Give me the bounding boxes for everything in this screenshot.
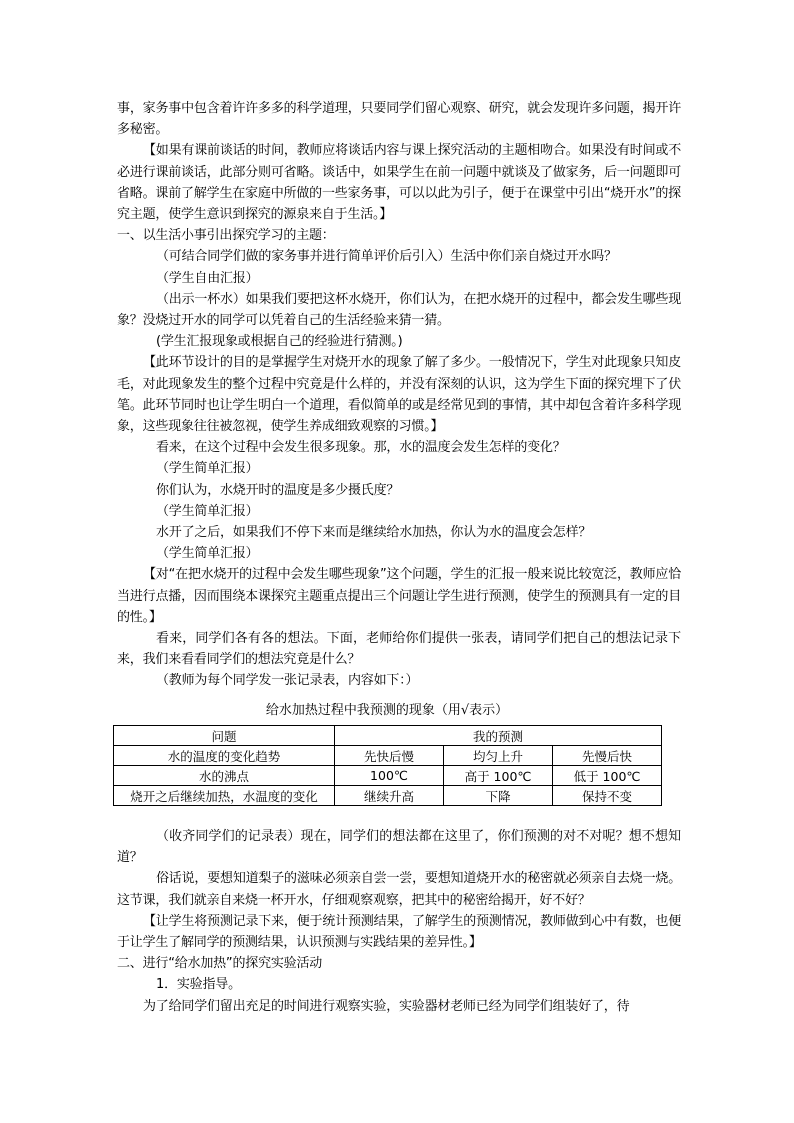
- paragraph: （学生简单汇报）: [156, 461, 259, 477]
- prediction-option: 保持不变: [553, 786, 662, 806]
- prediction-option: 先快后慢: [335, 746, 444, 766]
- paragraph: 你们认为，水烧开时的温度是多少摄氏度？: [156, 482, 400, 498]
- paragraph: 二、进行“给水加热”的探究实验活动: [117, 956, 323, 972]
- table-header-row: [114, 726, 662, 746]
- paragraph: (学生汇报现象或根据自己的经验进行猜测。): [156, 334, 403, 350]
- prediction-table-section: [113, 702, 661, 806]
- paragraph: 1．实验指导。: [156, 977, 241, 993]
- paragraph: （学生自由汇报）: [156, 270, 259, 286]
- header-prediction: 我的预测: [335, 726, 662, 746]
- table-title: 给水加热过程中我预测的现象（用√表示）: [265, 703, 509, 718]
- prediction-option: 先慢后快: [553, 746, 662, 766]
- header-question: 问题: [114, 726, 335, 746]
- paragraph: 【对“在把水烧开的过程中会发生哪些现象”这个问题，学生的汇报一般来说比较宽泛，教师应恰当进行点播，因而围绕本课探究主题重点提出三个问题让学生进行预测，使学生的预测具有一定的目的性。】: [117, 567, 681, 625]
- paragraph: （可结合同学们做的家务事并进行简单评价后引入）生活中你们亲自烧过开水吗？: [156, 249, 617, 265]
- body-text-bottom: [117, 826, 681, 1017]
- paragraph: 事，家务事中包含着许许多多的科学道理，只要同学们留心观察、研究，就会发现许多问题，揭开许多秘密。: [117, 101, 681, 138]
- prediction-option: 100℃: [335, 766, 444, 786]
- paragraph: 俗话说，要想知道梨子的滋味必须亲自尝一尝，要想知道烧开水的秘密就必须亲自去烧一烧。这节课，我们就亲自来烧一杯开水，仔细观察观察，把其中的秘密给揭开，好不好？: [117, 871, 681, 908]
- paragraph: 一、以生活小事引出探究学习的主题：: [117, 228, 335, 244]
- paragraph: （学生简单汇报）: [156, 503, 259, 519]
- paragraph: （出示一杯水）如果我们要把这杯水烧开，你们认为，在把水烧开的过程中，都会发生哪些现象？没烧过开水的同学可以凭着自己的生活经验来猜一猜。: [117, 291, 681, 329]
- paragraph: 看来，在这个过程中会发生很多现象。那，水的温度会发生怎样的变化？: [156, 440, 566, 456]
- paragraph: 水开了之后，如果我们不停下来而是继续给水加热，你认为水的温度会怎样？: [156, 525, 592, 541]
- paragraph: 【让学生将预测记录下来，便于统计预测结果，了解学生的预测情况，教师做到心中有数，也便于让学生了解同学的预测结果，认识预测与实践结果的差异性。】: [117, 913, 681, 951]
- table-row: [114, 746, 662, 766]
- body-text-top: [117, 98, 681, 692]
- table-row: [114, 766, 662, 786]
- row-question: 水的温度的变化趋势: [114, 746, 335, 766]
- table-row: [114, 786, 662, 806]
- paragraph: （学生简单汇报）: [156, 546, 259, 562]
- prediction-table: [113, 725, 662, 806]
- prediction-option: 高于 100℃: [444, 766, 553, 786]
- paragraph: 看来，同学们各有各的想法。下面，老师给你们提供一张表，请同学们把自己的想法记录下来，我们来看看同学们的想法究竟是什么？: [117, 631, 681, 668]
- paragraph: （教师为每个同学发一张记录表，内容如下：）: [156, 673, 419, 689]
- paragraph: 为了给同学们留出充足的时间进行观察实验，实验器材老师已经为同学们组装好了，待: [143, 998, 630, 1014]
- row-question: 烧开之后继续加热，水温度的变化: [114, 786, 335, 806]
- prediction-option: 继续升高: [335, 786, 444, 806]
- paragraph: （收齐同学们的记录表）现在，同学们的想法都在这里了，你们预测的对不对呢？想不想知道？: [117, 829, 681, 866]
- paragraph: 【此环节设计的目的是掌握学生对烧开水的现象了解了多少。一般情况下，学生对此现象只知皮毛，对此现象发生的整个过程中究竟是什么样的，并没有深刻的认识，这为学生下面的探究埋下了伏笔。此环节同时也让学生明白一个道理，看似简单的或是经常见到的事情，其中却包含着许多科学现象，这些现象往往被忽视，使学生养成细致观察的习惯。】: [117, 355, 681, 435]
- paragraph: 【如果有课前谈话的时间，教师应将谈话内容与课上探究活动的主题相吻合。如果没有时间或不必进行课前谈话，此部分则可省略。谈话中，如果学生在前一问题中就谈及了做家务，后一问题即可省略。课前了解学生在家庭中所做的一些家务事，可以以此为引子，便于在课堂中引出“烧开水”的探究主题，使学生意识到探究的源泉来自于生活。】: [117, 143, 681, 223]
- row-question: 水的沸点: [114, 766, 335, 786]
- prediction-option: 下降: [444, 786, 553, 806]
- prediction-option: 低于 100℃: [553, 766, 662, 786]
- prediction-option: 均匀上升: [444, 746, 553, 766]
